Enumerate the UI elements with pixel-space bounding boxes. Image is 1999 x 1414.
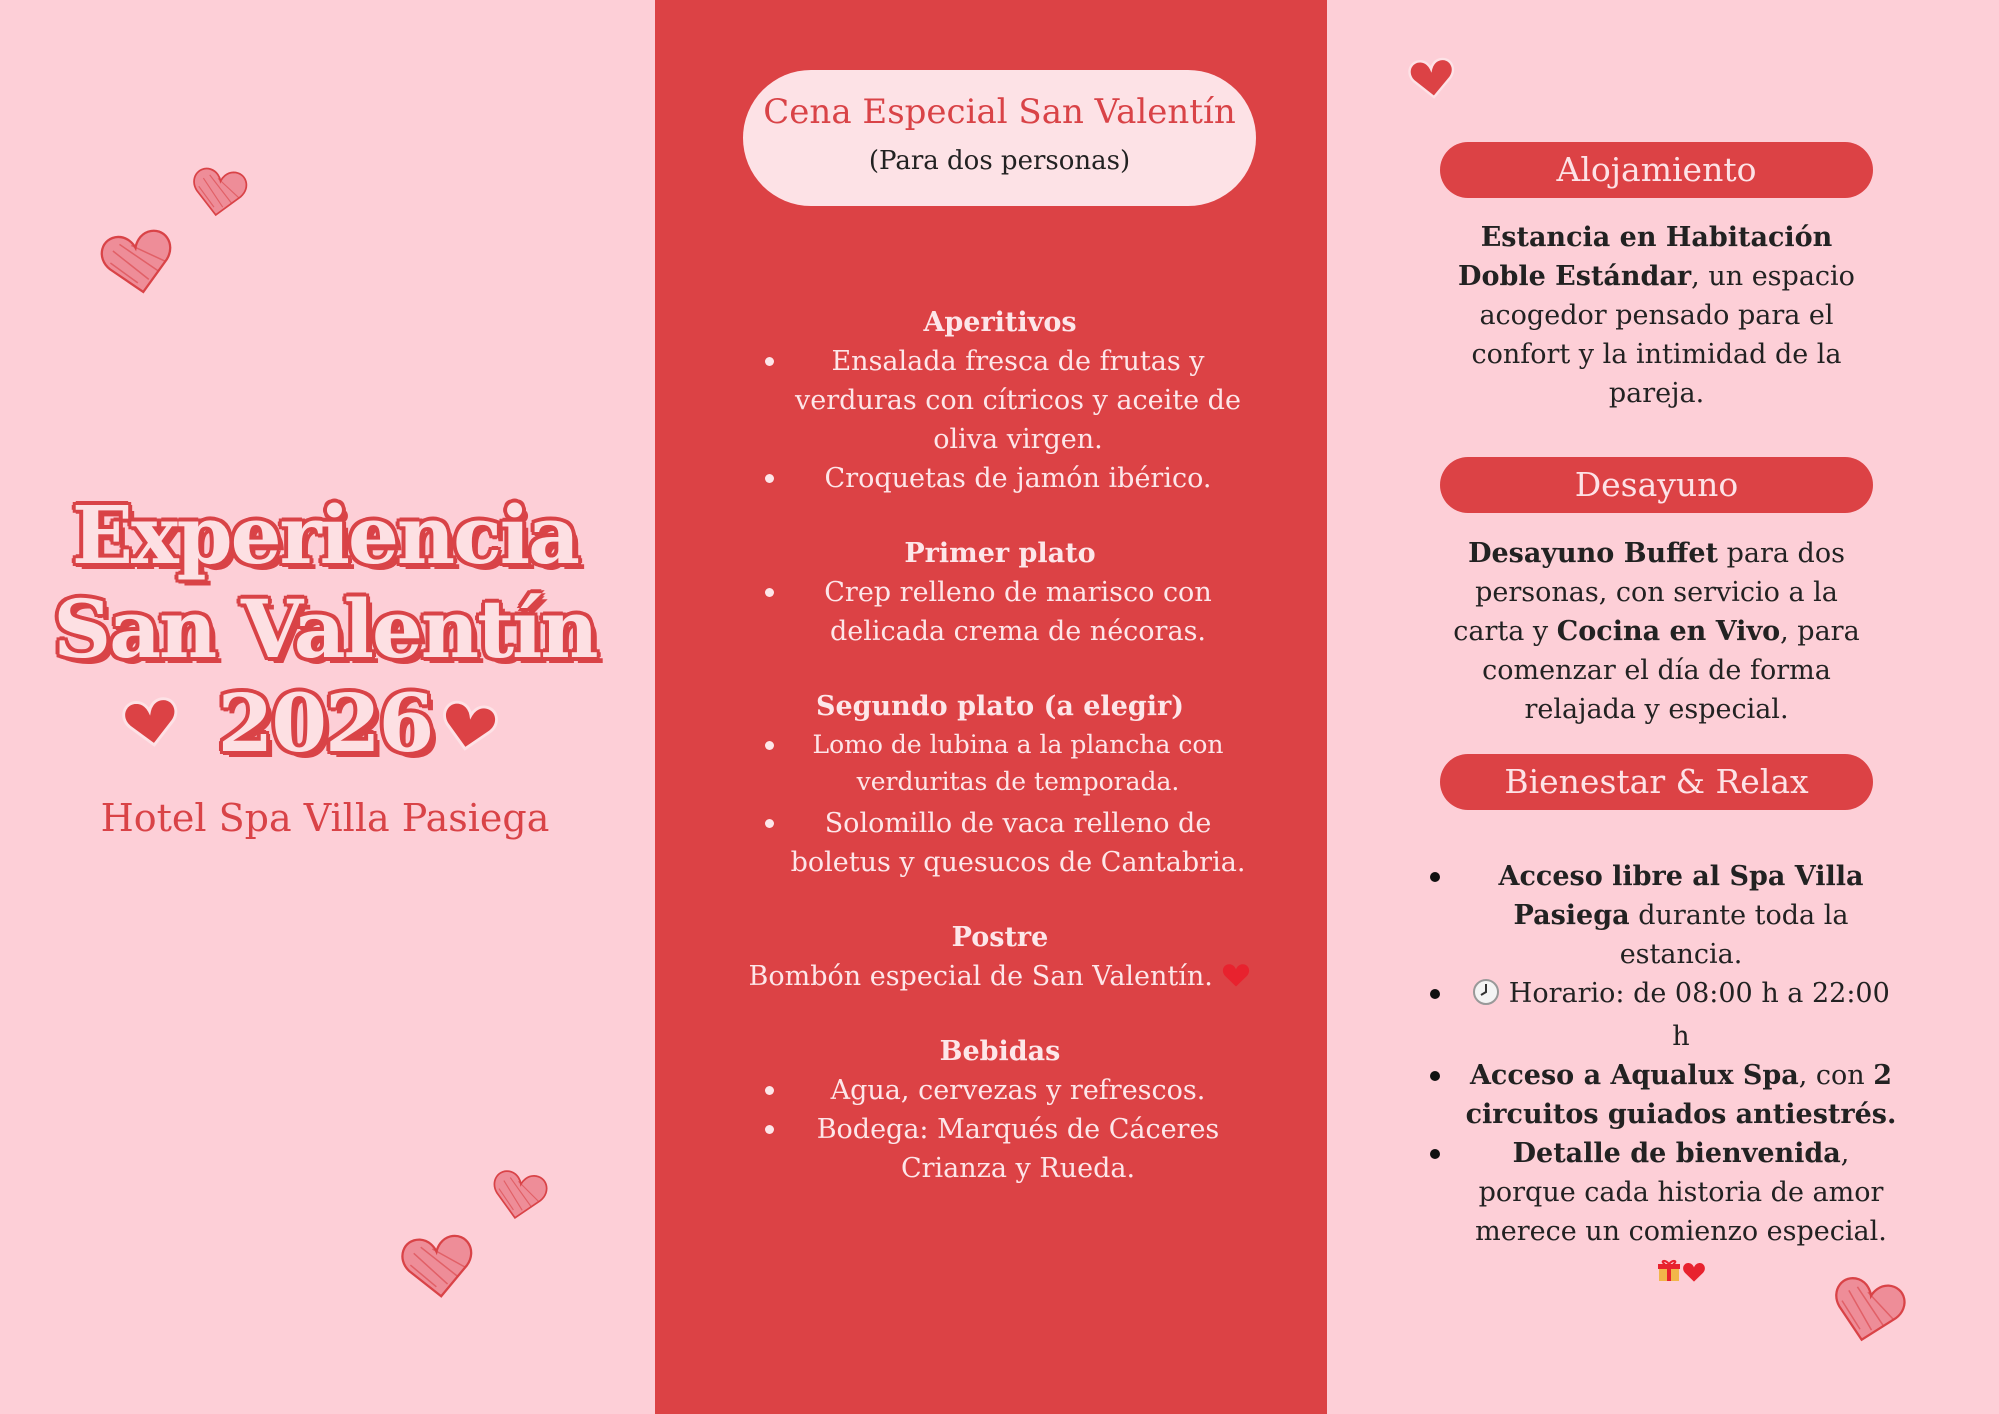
desayuno-text bbox=[1440, 534, 1873, 729]
bienestar-heading: Bienestar & Relax bbox=[1440, 754, 1873, 810]
clock-icon bbox=[1472, 978, 1500, 1017]
body-text: , para comenzar el día de forma relajada y especial. bbox=[1482, 616, 1860, 725]
main-title bbox=[40, 488, 610, 770]
body-text: , un espacio acogedor pensado para el confort y la intimidad de la pareja. bbox=[1471, 261, 1855, 409]
list-item: Lomo de lubina a la plancha con verduritas de temporada. bbox=[740, 726, 1260, 800]
title-line: Experiencia bbox=[71, 488, 579, 582]
desayuno-heading: Desayuno bbox=[1440, 457, 1873, 513]
sketch-heart-icon bbox=[486, 1163, 552, 1226]
body-text: , porque cada historia de amor merece un comienzo especial. bbox=[1475, 1138, 1887, 1247]
sketch-heart-icon bbox=[94, 220, 181, 304]
list-item bbox=[1420, 974, 1900, 1056]
menu-section-segundo-plato bbox=[740, 687, 1260, 882]
alojamiento-heading: Alojamiento bbox=[1440, 142, 1873, 198]
menu-section-postre bbox=[740, 918, 1260, 996]
heart-icon bbox=[1682, 1255, 1706, 1294]
section-title: Segundo plato (a elegir) bbox=[815, 691, 1185, 722]
bold-text: Estancia en Habitación Doble Estándar bbox=[1458, 222, 1833, 292]
section-title: Primer plato bbox=[904, 538, 1096, 569]
menu-section-aperitivos bbox=[740, 303, 1260, 498]
hotel-name: Hotel Spa Villa Pasiega bbox=[100, 796, 550, 840]
bold-text: 2 circuitos guiados antiestrés. bbox=[1465, 1060, 1897, 1130]
heart-icon bbox=[1406, 54, 1458, 103]
list-item: Solomillo de vaca relleno de boletus y quesucos de Cantabria. bbox=[740, 804, 1260, 882]
dinner-menu bbox=[740, 303, 1260, 1224]
menu-section-bebidas bbox=[740, 1032, 1260, 1188]
bold-text: Acceso libre al Spa Villa Pasiega bbox=[1498, 861, 1864, 931]
list-item: Agua, cervezas y refrescos. bbox=[740, 1071, 1260, 1110]
dessert-text: Bombón especial de San Valentín. bbox=[748, 961, 1213, 992]
list-item: Crep relleno de marisco con delicada crema de nécoras. bbox=[740, 573, 1260, 651]
body-text: Horario: de 08:00 h a 22:00 h bbox=[1508, 978, 1890, 1052]
dessert-line bbox=[740, 957, 1260, 996]
bold-text: Acceso a Aqualux Spa bbox=[1469, 1060, 1799, 1091]
list-item bbox=[1420, 857, 1900, 974]
title-line: San Valentín bbox=[53, 582, 597, 676]
body-text: , con bbox=[1798, 1060, 1874, 1091]
list-item: Ensalada fresca de frutas y verduras con cítricos y aceite de oliva virgen. bbox=[740, 342, 1260, 459]
gift-icon bbox=[1656, 1255, 1682, 1294]
menu-section-primer-plato bbox=[740, 534, 1260, 651]
dinner-subtitle: (Para dos personas) bbox=[868, 146, 1131, 176]
section-title: Bebidas bbox=[939, 1036, 1061, 1067]
bold-text: Cocina en Vivo bbox=[1556, 616, 1781, 647]
section-title: Postre bbox=[951, 922, 1049, 953]
section-title: Aperitivos bbox=[923, 307, 1077, 338]
list-item bbox=[1420, 1056, 1900, 1134]
alojamiento-text bbox=[1440, 218, 1873, 413]
bold-text: Detalle de bienvenida bbox=[1512, 1138, 1841, 1169]
body-text: para dos personas, con servicio a la carta y bbox=[1453, 538, 1845, 647]
list-item: Croquetas de jamón ibérico. bbox=[740, 459, 1260, 498]
bold-text: Desayuno Buffet bbox=[1468, 538, 1718, 569]
list-item: Bodega: Marqués de Cáceres Crianza y Rueda. bbox=[740, 1110, 1260, 1188]
list-item bbox=[1420, 1134, 1900, 1294]
dinner-header bbox=[743, 70, 1256, 206]
sketch-heart-icon bbox=[396, 1226, 479, 1306]
dinner-title: Cena Especial San Valentín bbox=[763, 92, 1236, 132]
bienestar-list bbox=[1420, 857, 1900, 1294]
body-text: durante toda la estancia. bbox=[1619, 900, 1849, 970]
heart-icon bbox=[1221, 960, 1251, 986]
sketch-heart-icon bbox=[187, 161, 252, 223]
title-line: 2026 bbox=[217, 676, 433, 770]
